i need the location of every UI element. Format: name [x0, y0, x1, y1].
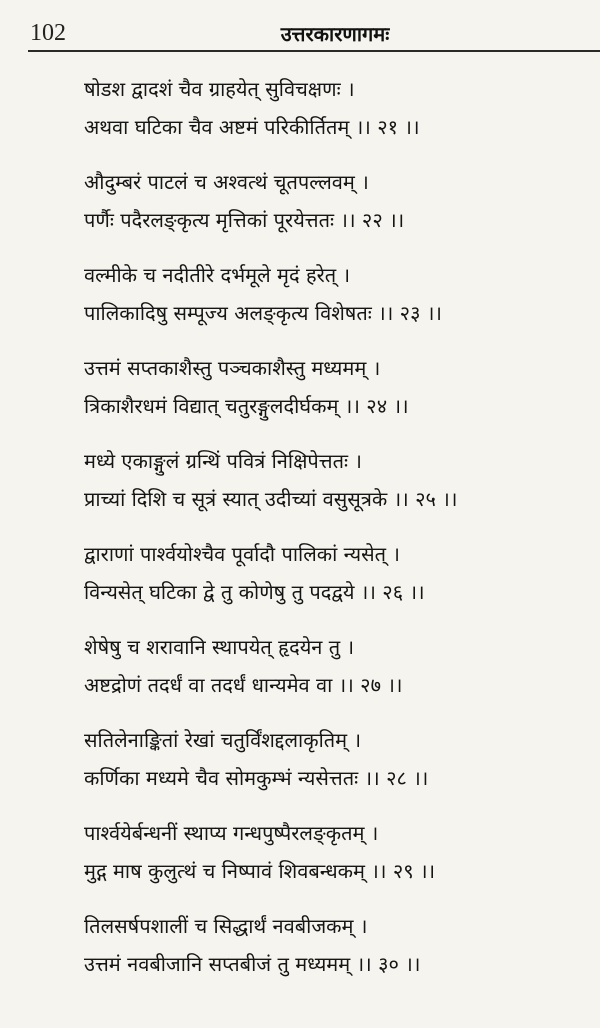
verse-line: षोडश द्वादशं चैव ग्राहयेत् सुविचक्षणः । — [84, 77, 355, 101]
verse-line: विन्यसेत् घटिका द्वे तु कोणेषु तु पदद्वये ।। २६ ।। — [84, 580, 425, 604]
verse-21 — [84, 70, 584, 146]
page-header — [30, 18, 580, 52]
verse-26 — [84, 535, 584, 611]
verse-line: तिलसर्षपशालीं च सिद्धार्थं नवबीजकम् । — [84, 914, 368, 938]
verse-line: औदुम्बरं पाटलं च अश्वत्थं चूतपल्लवम् । — [84, 170, 369, 194]
running-title: उत्तरकारणागमः — [280, 22, 390, 46]
verse-27 — [84, 628, 584, 704]
verse-29 — [84, 814, 584, 890]
verse-line: त्रिकाशैरधमं विद्यात् चतुरङ्गुलदीर्घकम् ।। २४ ।। — [84, 394, 409, 418]
verse-line: द्वाराणां पार्श्वयोश्चैव पूर्वादौ पालिकां न्यसेत् । — [84, 542, 401, 566]
verse-23 — [84, 256, 584, 332]
verse-line: अथवा घटिका चैव अष्टमं परिकीर्तितम् ।। २१ ।। — [84, 115, 420, 139]
verse-line: अष्टद्रोणं तदर्धं वा तदर्धं धान्यमेव वा ।। २७ ।। — [84, 673, 403, 697]
verse-line: पर्णैः पदैरलङ्कृत्य मृत्तिकां पूरयेत्ततः ।। २२ ।। — [84, 208, 405, 232]
header-rule — [28, 50, 600, 52]
verse-24 — [84, 349, 584, 425]
verse-line: पालिकादिषु सम्पूज्य अलङ्कृत्य विशेषतः ।। २३ ।। — [84, 301, 442, 325]
verse-30 — [84, 907, 584, 983]
verse-list — [84, 70, 584, 1000]
verse-line: उत्तमं नवबीजानि सप्तबीजं तु मध्यमम् ।। ३० ।। — [84, 952, 421, 976]
verse-line: वल्मीके च नदीतीरे दर्भमूले मृदं हरेत् । — [84, 263, 351, 287]
verse-line: पार्श्वयेर्बन्धनीं स्थाप्य गन्धपुष्पैरलङ्कृतम् । — [84, 821, 379, 845]
page-number: 102 — [30, 20, 66, 46]
verse-line: प्राच्यां दिशि च सूत्रं स्यात् उदीच्यां वसुसूत्रके ।। २५ ।। — [84, 487, 458, 511]
verse-line: मध्ये एकाङ्गुलं ग्रन्थिं पवित्रं निक्षिपेत्ततः । — [84, 449, 362, 473]
verse-line: मुद्ग माष कुलुत्थं च निष्पावं शिवबन्धकम् ।। २९ ।। — [84, 859, 436, 883]
verse-22 — [84, 163, 584, 239]
verse-line: उत्तमं सप्तकाशैस्तु पञ्चकाशैस्तु मध्यमम् । — [84, 356, 381, 380]
verse-25 — [84, 442, 584, 518]
verse-line: शेषेषु च शरावानि स्थापयेत् हृदयेन तु । — [84, 635, 355, 659]
verse-line: सतिलेनाङ्कितां रेखां चतुर्विंशद्दलाकृतिम् । — [84, 728, 362, 752]
verse-28 — [84, 721, 584, 797]
verse-line: कर्णिका मध्यमे चैव सोमकुम्भं न्यसेत्ततः ।। २८ ।। — [84, 766, 429, 790]
